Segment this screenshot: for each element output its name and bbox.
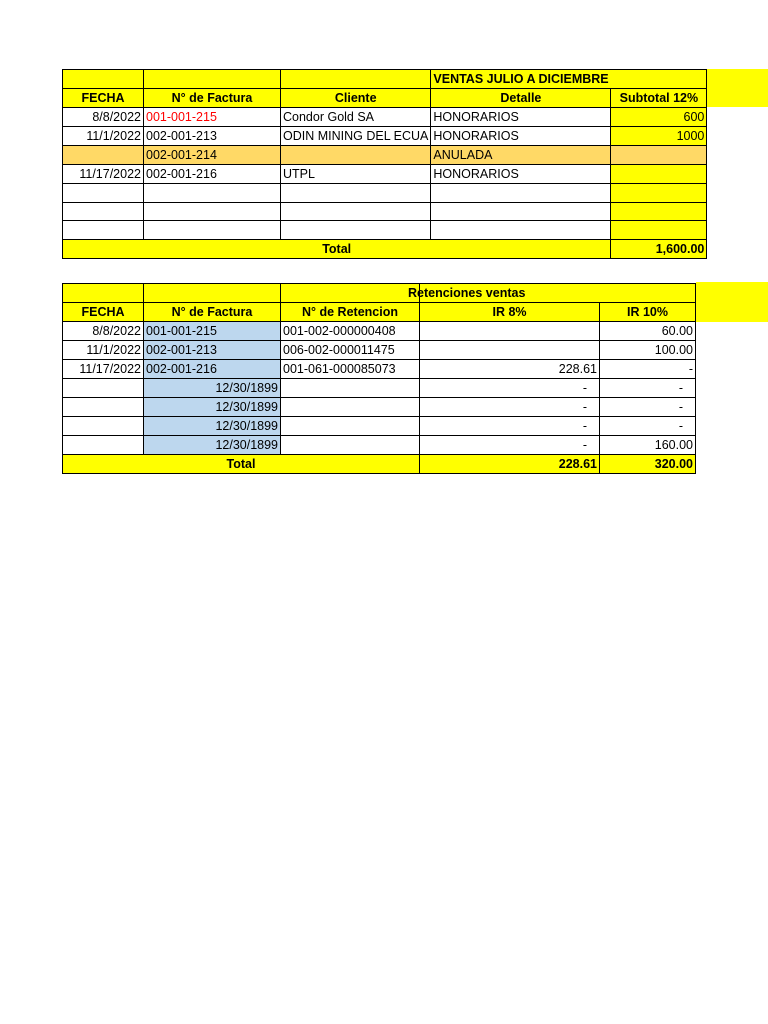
table-row [63,379,696,398]
cell-cliente[interactable] [281,202,431,221]
cell-fecha[interactable] [63,436,144,455]
cell-factura[interactable]: 12/30/1899 [144,398,281,417]
retenciones-table [62,283,696,474]
cell-fecha[interactable] [63,146,144,165]
cell-cliente[interactable]: Condor Gold SA [281,108,431,127]
cell-factura[interactable]: 002-001-216 [144,165,281,184]
table-row [63,360,696,379]
cell-ir10[interactable]: - [600,417,696,436]
ventas-header-detalle[interactable]: Detalle [431,89,611,108]
retenciones-header-retencion[interactable]: N° de Retencion [281,303,420,322]
cell-ir10[interactable]: - [600,398,696,417]
ventas-header-fecha[interactable]: FECHA [63,89,144,108]
cell-fecha[interactable]: 8/8/2022 [63,108,144,127]
cell-retencion[interactable] [281,436,420,455]
cell-fecha[interactable]: 11/17/2022 [63,165,144,184]
cell-fecha[interactable] [63,184,144,203]
table-row [63,341,696,360]
cell-retencion[interactable] [281,417,420,436]
cell-retencion[interactable]: 001-002-000000408 [281,322,420,341]
cell-cliente[interactable]: UTPL [281,165,431,184]
table-row [63,398,696,417]
cell-factura[interactable] [144,202,281,221]
ventas-header-cliente[interactable]: Cliente [281,89,431,108]
table-row [63,184,707,203]
cell-detalle[interactable]: HONORARIOS [431,165,611,184]
cell-ir10[interactable]: 160.00 [600,436,696,455]
retenciones-title-fill [696,282,768,322]
cell-factura[interactable]: 002-001-214 [144,146,281,165]
cell-subtotal[interactable]: 600 [611,108,707,127]
cell-ir8[interactable]: - [420,436,600,455]
cell-detalle[interactable]: ANULADA [431,146,611,165]
retenciones-header-fecha[interactable]: FECHA [63,303,144,322]
retenciones-total-label[interactable]: Total [63,455,420,474]
retenciones-title-row [63,284,696,303]
cell-fecha[interactable] [63,221,144,240]
retenciones-total-ir10[interactable]: 320.00 [600,455,696,474]
cell-factura[interactable]: 12/30/1899 [144,436,281,455]
cell-subtotal[interactable] [611,165,707,184]
cell-fecha[interactable] [63,417,144,436]
cell-fecha[interactable]: 11/17/2022 [63,360,144,379]
cell-ir8[interactable]: - [420,398,600,417]
cell-fecha[interactable]: 11/1/2022 [63,127,144,146]
retenciones-total-row [63,455,696,474]
cell-ir10[interactable]: 60.00 [600,322,696,341]
cell-factura[interactable] [144,221,281,240]
cell-subtotal[interactable]: 1000 [611,127,707,146]
retenciones-header-row [63,303,696,322]
ventas-total-label[interactable]: Total [63,239,611,258]
table-row [63,417,696,436]
table-row [63,108,707,127]
table-row-anulada [63,146,707,165]
cell-retencion[interactable] [281,379,420,398]
cell-cliente[interactable] [281,221,431,240]
retenciones-header-ir8[interactable]: IR 8% [420,303,600,322]
ventas-total-value[interactable]: 1,600.00 [611,239,707,258]
cell-detalle[interactable] [431,202,611,221]
cell-factura[interactable]: 001-001-215 [144,322,281,341]
cell-fecha[interactable]: 8/8/2022 [63,322,144,341]
cell-ir8[interactable]: 228.61 [420,360,600,379]
ventas-header-subtotal[interactable]: Subtotal 12% [611,89,707,108]
cell-ir8[interactable]: - [420,379,600,398]
cell-ir8[interactable]: - [420,417,600,436]
cell-factura[interactable]: 002-001-213 [144,341,281,360]
ventas-title-row [63,70,707,89]
ventas-total-row [63,239,707,258]
table-row [63,202,707,221]
cell-subtotal[interactable] [611,202,707,221]
cell-detalle[interactable] [431,221,611,240]
cell-retencion[interactable]: 001-061-000085073 [281,360,420,379]
cell-ir10[interactable]: 100.00 [600,341,696,360]
cell-ir8[interactable] [420,322,600,341]
cell-detalle[interactable]: HONORARIOS [431,108,611,127]
cell-ir10[interactable]: - [600,360,696,379]
cell-factura[interactable]: 002-001-213 [144,127,281,146]
table-row [63,221,707,240]
cell-detalle[interactable]: HONORARIOS [431,127,611,146]
cell-fecha[interactable] [63,398,144,417]
cell-subtotal[interactable] [611,221,707,240]
cell-retencion[interactable] [281,398,420,417]
cell-factura[interactable]: 12/30/1899 [144,379,281,398]
table-row [63,165,707,184]
retenciones-total-ir8[interactable]: 228.61 [420,455,600,474]
cell-fecha[interactable] [63,379,144,398]
cell-factura[interactable]: 002-001-216 [144,360,281,379]
ventas-header-row [63,89,707,108]
ventas-title[interactable]: VENTAS JULIO A DICIEMBRE [431,70,707,89]
ventas-table [62,69,707,259]
cell-ir8[interactable] [420,341,600,360]
cell-ir10[interactable]: - [600,379,696,398]
cell-factura[interactable]: 12/30/1899 [144,417,281,436]
table-row [63,127,707,146]
cell-fecha[interactable]: 11/1/2022 [63,341,144,360]
cell-factura[interactable] [144,184,281,203]
retenciones-title[interactable]: Retenciones ventas [420,284,696,303]
cell-subtotal[interactable] [611,146,707,165]
table-row [63,322,696,341]
cell-subtotal[interactable] [611,184,707,203]
cell-cliente[interactable] [281,146,431,165]
table-row [63,436,696,455]
retenciones-header-factura[interactable]: N° de Factura [144,303,281,322]
cell-fecha[interactable] [63,202,144,221]
cell-retencion[interactable]: 006-002-000011475 [281,341,420,360]
cell-factura[interactable]: 001-001-215 [144,108,281,127]
cell-detalle[interactable] [431,184,611,203]
retenciones-header-ir10[interactable]: IR 10% [600,303,696,322]
cell-cliente[interactable] [281,184,431,203]
ventas-header-factura[interactable]: N° de Factura [144,89,281,108]
cell-cliente[interactable]: ODIN MINING DEL ECUA [281,127,431,146]
